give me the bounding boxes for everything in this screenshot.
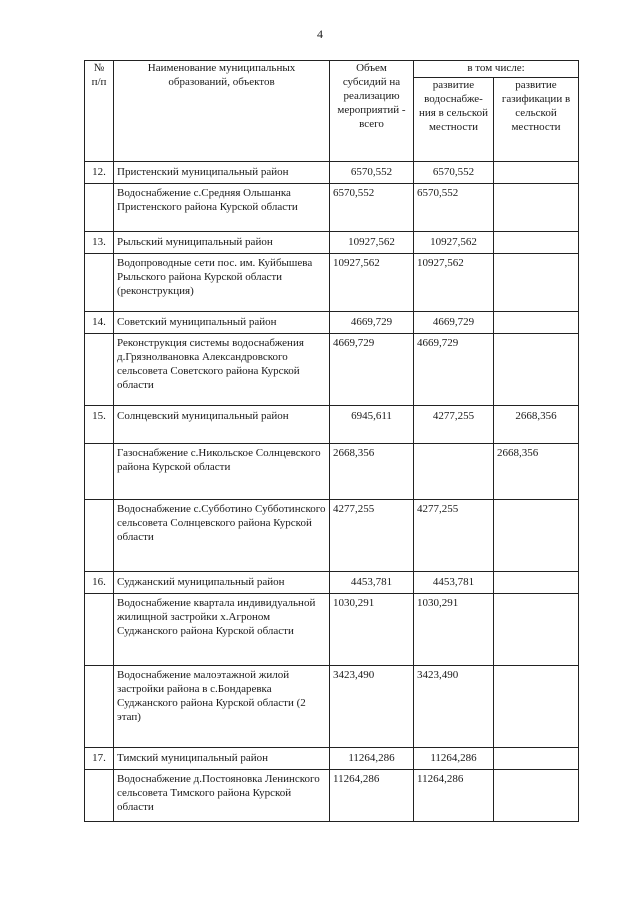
row-num	[85, 184, 114, 232]
row-water	[414, 444, 494, 500]
row-num	[85, 444, 114, 500]
row-total: 10927,562	[330, 254, 414, 312]
row-name: Водоснабжение квартала индивидуальной жилищной застройки х.Агроном Суджанского района Курской области	[114, 594, 330, 666]
object-row	[85, 666, 579, 748]
row-total: 4669,729	[330, 334, 414, 406]
row-gas	[494, 500, 579, 572]
row-total: 6945,611	[330, 406, 414, 444]
row-total: 4669,729	[330, 312, 414, 334]
row-total: 6570,552	[330, 162, 414, 184]
row-num	[85, 666, 114, 748]
row-gas: 2668,356	[494, 444, 579, 500]
district-row	[85, 162, 579, 184]
row-water: 10927,562	[414, 232, 494, 254]
row-name: Реконструкция системы водоснабжения д.Грязнолвановка Александровского сельсовета Советского района Курской области	[114, 334, 330, 406]
row-num: 13.	[85, 232, 114, 254]
row-name: Водоснабжение д.Постояновка Ленинского сельсовета Тимского района Курской области	[114, 770, 330, 822]
table-body	[85, 162, 579, 822]
row-total: 6570,552	[330, 184, 414, 232]
row-gas	[494, 572, 579, 594]
row-water: 10927,562	[414, 254, 494, 312]
object-row	[85, 254, 579, 312]
subsidy-table	[84, 60, 579, 822]
row-water: 6570,552	[414, 184, 494, 232]
row-water: 4453,781	[414, 572, 494, 594]
district-row	[85, 572, 579, 594]
district-row	[85, 748, 579, 770]
row-water: 4669,729	[414, 334, 494, 406]
row-num	[85, 770, 114, 822]
row-num: 16.	[85, 572, 114, 594]
object-row	[85, 594, 579, 666]
row-total: 11264,286	[330, 770, 414, 822]
header-including: в том числе:	[414, 61, 579, 78]
row-num: 14.	[85, 312, 114, 334]
row-gas	[494, 334, 579, 406]
row-water: 11264,286	[414, 770, 494, 822]
page-number: 4	[317, 27, 323, 41]
row-name: Солнцевский муниципальный район	[114, 406, 330, 444]
row-name: Водоснабжение с.Средняя Ольшанка Пристенского района Курской области	[114, 184, 330, 232]
row-total: 10927,562	[330, 232, 414, 254]
row-total: 1030,291	[330, 594, 414, 666]
row-gas	[494, 162, 579, 184]
district-row	[85, 312, 579, 334]
row-gas	[494, 594, 579, 666]
row-gas	[494, 770, 579, 822]
object-row	[85, 770, 579, 822]
header-name: Наименование муниципальных образований, объектов	[114, 61, 330, 162]
district-row	[85, 232, 579, 254]
row-name: Рыльский муниципальный район	[114, 232, 330, 254]
row-total: 2668,356	[330, 444, 414, 500]
district-row	[85, 406, 579, 444]
object-row	[85, 184, 579, 232]
row-gas	[494, 748, 579, 770]
row-gas	[494, 312, 579, 334]
row-total: 11264,286	[330, 748, 414, 770]
row-gas	[494, 184, 579, 232]
row-water: 11264,286	[414, 748, 494, 770]
object-row	[85, 334, 579, 406]
row-name: Водопроводные сети пос. им. Куйбышева Рыльского района Курской области (реконструкция)	[114, 254, 330, 312]
object-row	[85, 444, 579, 500]
header-gas: развитие газификации в сельской местности	[494, 78, 579, 162]
row-water: 1030,291	[414, 594, 494, 666]
row-num	[85, 594, 114, 666]
row-num: 15.	[85, 406, 114, 444]
row-water: 6570,552	[414, 162, 494, 184]
header-num: № п/п	[85, 61, 114, 162]
row-name: Газоснабжение с.Никольское Солнцевского района Курской области	[114, 444, 330, 500]
row-num	[85, 334, 114, 406]
row-name: Водоснабжение с.Субботино Субботинского сельсовета Солнцевского района Курской области	[114, 500, 330, 572]
row-name: Водоснабжение малоэтажной жилой застройки района в с.Бондаревка Суджанского района Курской области (2 этап)	[114, 666, 330, 748]
row-water: 4277,255	[414, 500, 494, 572]
row-name: Пристенский муниципальный район	[114, 162, 330, 184]
row-name: Тимский муниципальный район	[114, 748, 330, 770]
row-num: 17.	[85, 748, 114, 770]
row-name: Суджанский муниципальный район	[114, 572, 330, 594]
row-num	[85, 254, 114, 312]
row-gas: 2668,356	[494, 406, 579, 444]
row-total: 4453,781	[330, 572, 414, 594]
header-water: развитие водоснабже-ния в сельской местности	[414, 78, 494, 162]
row-gas	[494, 254, 579, 312]
row-total: 4277,255	[330, 500, 414, 572]
row-gas	[494, 666, 579, 748]
row-total: 3423,490	[330, 666, 414, 748]
row-water: 4669,729	[414, 312, 494, 334]
header-total: Объем субсидий на реализацию мероприятий - всего	[330, 61, 414, 162]
row-num	[85, 500, 114, 572]
row-gas	[494, 232, 579, 254]
row-water: 3423,490	[414, 666, 494, 748]
row-num: 12.	[85, 162, 114, 184]
object-row	[85, 500, 579, 572]
row-name: Советский муниципальный район	[114, 312, 330, 334]
row-water: 4277,255	[414, 406, 494, 444]
